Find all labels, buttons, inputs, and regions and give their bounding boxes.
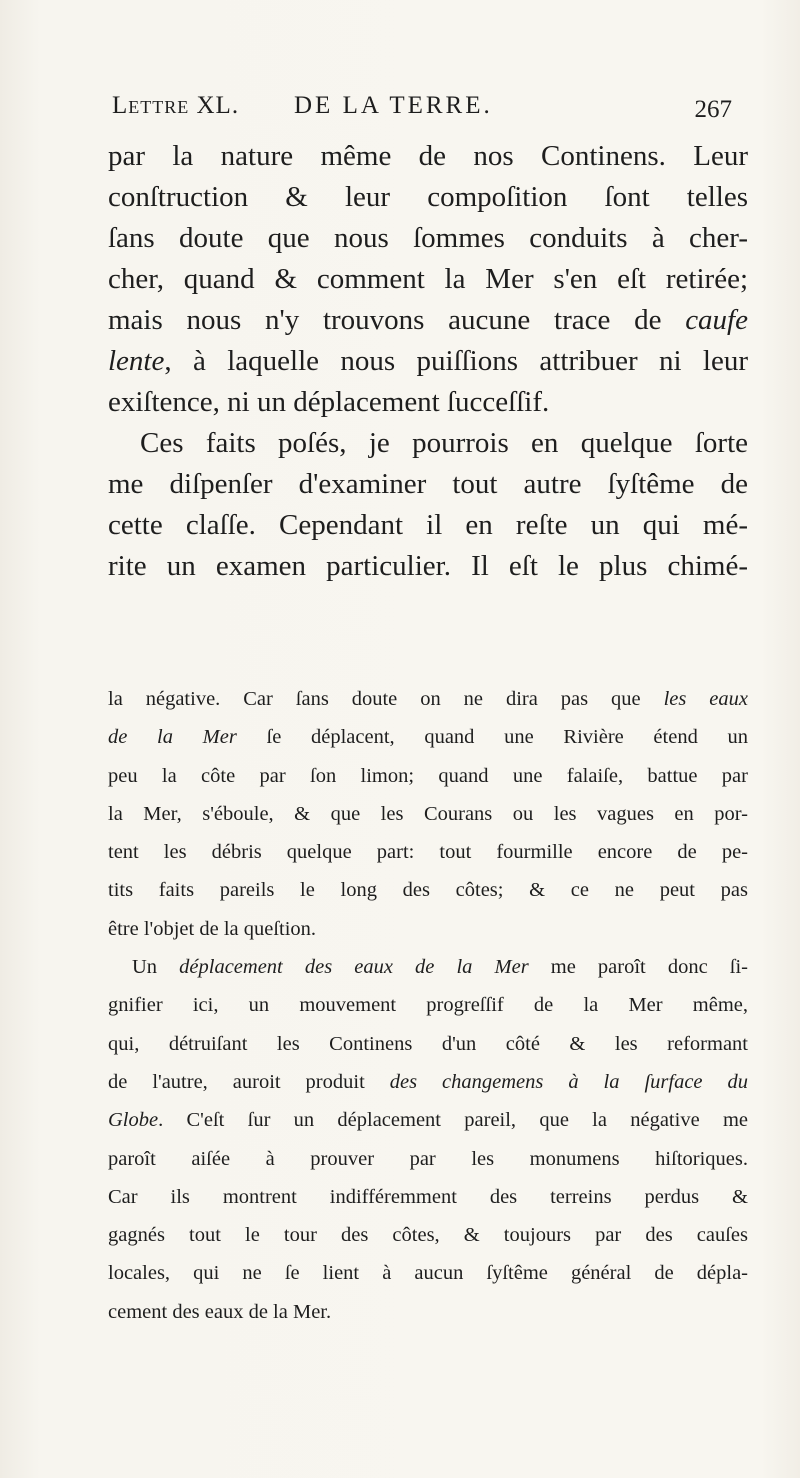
footnote-text [108,680,748,1331]
italic-term: de la Mer [108,726,237,749]
main-line: cette claſſe. Cependant il en reſte un qui mé- [108,509,748,541]
main-text-run: mais nous n'y trouvons aucune trace de [108,304,662,336]
note-line: tits faits pareils le long des côtes; & ce ne peut pas [108,879,748,902]
main-text-run: , à laquelle nous puiſſions attribuer ni leur [164,345,748,377]
main-text [108,136,748,587]
italic-term: des changemens à la ſurface du [389,1070,749,1093]
note-text-run: me paroît donc ſi- [528,956,748,979]
note-line [108,680,748,718]
main-line [108,300,748,341]
main-line [108,341,748,382]
main-line: conſtruction & leur compoſition ſont telles [108,181,748,213]
note-line: cement des eaux de la Mer. [108,1300,332,1323]
italic-term: Globe [108,1109,159,1132]
main-line: ſans doute que nous ſommes conduits à cher- [108,222,748,254]
note-line: paroît aiſée à prouver par les monumens hiſtoriques. [108,1147,748,1170]
note-line: être l'objet de la queſtion. [108,917,317,940]
note-line [108,1101,748,1139]
note-line: tent les débris quelque part: tout fourmille encore de pe- [108,841,748,864]
main-line: rite un examen particulier. Il eſt le plus chimé- [108,550,748,582]
page-number: 267 [694,96,732,123]
header-title: DE LA TERRE. [294,92,493,119]
italic-term: déplacement des eaux de la Mer [179,956,529,979]
note-text-run: la négative. Car ſans doute on ne dira pas que [108,688,641,710]
note-line [108,948,748,986]
note-line: locales, qui ne ſe lient à aucun ſyſtême général de dépla- [108,1262,748,1285]
main-line: me diſpenſer d'examiner tout autre ſyſtême de [108,468,748,500]
note-line: Car ils montrent indifféremment des terreins perdus & [108,1185,748,1208]
note-line: peu la côte par ſon limon; quand une falaiſe, battue par [108,764,748,787]
note-line [108,718,748,756]
note-text-run: Un [132,956,158,979]
header-letter-number: Lettre XL. [112,92,240,119]
running-header [112,92,732,132]
note-line [108,1063,748,1101]
note-line: gagnés tout le tour des côtes, & toujours par des cauſes [108,1224,748,1247]
main-line: exiſtence, ni un déplacement ſucceſſif. [108,386,550,418]
main-line: par la nature même de nos Continens. Leur [108,140,748,172]
note-text-run: ſe déplacent, quand une Rivière étend un [236,726,749,749]
italic-term: lente [108,345,165,377]
main-line: Ces faits poſés, je pourrois en quelque ſorte [140,427,748,459]
main-line: cher, quand & comment la Mer s'en eſt retirée; [108,263,748,295]
note-text-run: de l'autre, auroit produit [108,1070,365,1093]
note-line: la Mer, s'éboule, & que les Courans ou les vagues en por- [108,802,748,825]
italic-term: les eaux [663,688,749,710]
italic-term: caufe [685,304,748,336]
note-line: qui, détruiſant les Continens d'un côté & les reformant [108,1032,748,1055]
note-line: gnifier ici, un mouvement progreſſif de la Mer même, [108,994,748,1017]
note-text-run: . C'eſt ſur un déplacement pareil, que la négative me [158,1109,748,1132]
